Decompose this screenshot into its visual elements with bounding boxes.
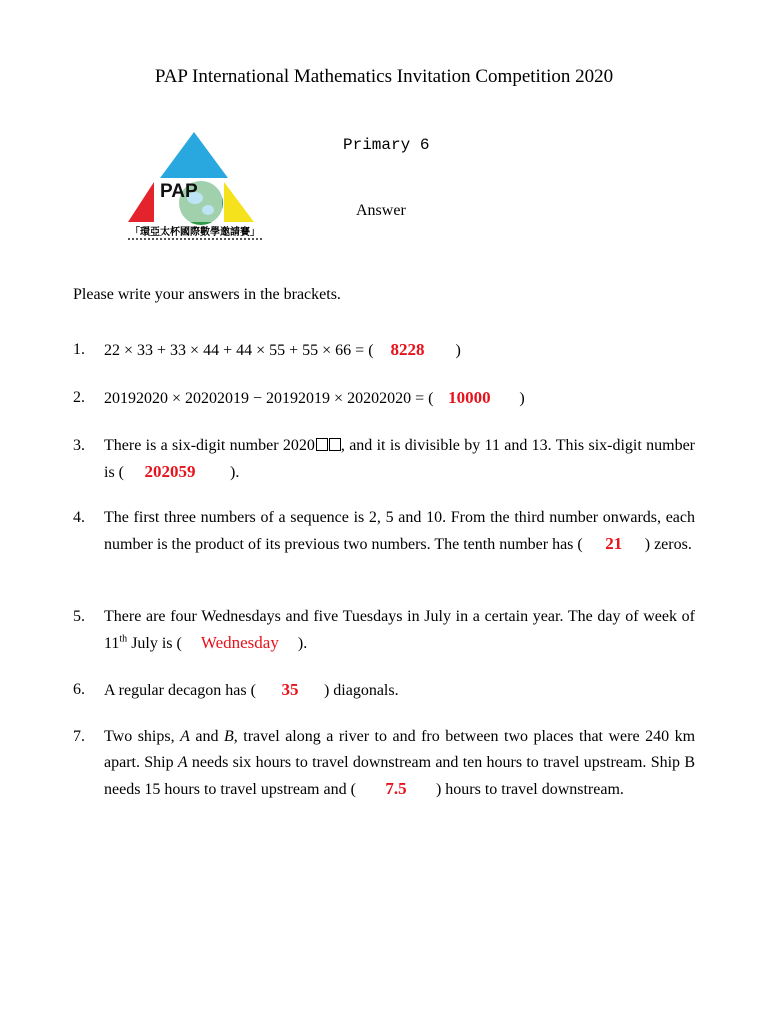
- answer-value: 7.5: [385, 779, 407, 798]
- question-text-end: ).: [297, 635, 308, 652]
- question-text: , and it is divisible by 11 and 13. This six-digit number is (: [104, 437, 695, 481]
- question-text: Two ships,: [104, 728, 181, 745]
- logo-triangles-icon: [124, 130, 264, 225]
- question-text: There is a six-digit number 2020: [104, 437, 315, 454]
- logo-text: PAP: [160, 181, 198, 202]
- question-text: The first three numbers of a sequence is 2, 5 and 10. From the third number onwards, each number is the product of its previous two numbers. The tenth number has (: [104, 509, 695, 553]
- grade-label: Primary 6: [343, 136, 430, 154]
- question-text: 20192020 × 20202019 − 20192019 × 20202020 = (: [104, 390, 434, 407]
- question-7: [73, 724, 695, 803]
- logo-cjk-text: 「環亞太杯國際數學邀請賽」: [130, 227, 260, 238]
- blank-digit-box: [329, 438, 341, 451]
- answer-value: 8228: [390, 340, 425, 359]
- question-text: , travel along a river to and fro between two places that were 240 km apart. Ship: [104, 728, 696, 771]
- question-text-end: ).: [230, 464, 240, 481]
- question-number: 5.: [73, 608, 85, 625]
- answer-value: 35: [281, 680, 299, 699]
- page-title: PAP International Mathematics Invitation Competition 2020: [154, 66, 614, 87]
- answer-heading: Answer: [356, 202, 406, 219]
- question-text: A regular decagon has (: [104, 682, 256, 699]
- blank-digit-box: [316, 438, 328, 451]
- question-text-end: ): [455, 342, 461, 359]
- question-5: [73, 604, 695, 657]
- question-text-end: ) zeros.: [644, 536, 692, 553]
- question-number: 4.: [73, 509, 85, 526]
- question-number: 7.: [73, 728, 85, 745]
- logo-subtitle-line: [128, 238, 262, 243]
- answer-value: Wednesday: [200, 633, 279, 652]
- question-2: [73, 385, 695, 412]
- question-3: [73, 433, 695, 486]
- question-1: [73, 337, 695, 364]
- question-6: [73, 677, 695, 704]
- question-number: 3.: [73, 437, 85, 454]
- ship-b-label: B: [224, 728, 234, 745]
- question-4: [73, 505, 695, 558]
- answer-value: 202059: [144, 462, 196, 481]
- question-text: needs six hours to travel downstream and ten hours to travel upstream. Ship B needs 15 hours to travel upstream and (: [104, 754, 695, 798]
- question-number: 2.: [73, 389, 85, 406]
- question-text-end: ) hours to travel downstream.: [435, 781, 624, 798]
- question-text: and: [189, 728, 224, 745]
- question-text-end: ): [519, 390, 525, 407]
- question-text: There are four Wednesdays and five Tuesdays in July in a certain year. The day of week of 11: [104, 608, 695, 652]
- ship-a-label: A: [180, 728, 190, 745]
- ship-a-label: A: [177, 754, 188, 771]
- question-text: 22 × 33 + 33 × 44 + 44 × 55 + 55 × 66 = (: [104, 342, 374, 359]
- pap-logo: [124, 130, 264, 245]
- question-text: July is (: [127, 635, 182, 652]
- answer-value: 21: [605, 534, 623, 553]
- superscript-th: th: [119, 633, 128, 645]
- instruction-text: Please write your answers in the brackets.: [73, 286, 341, 303]
- question-text-end: ) diagonals.: [323, 682, 399, 699]
- question-number: 6.: [73, 681, 85, 698]
- question-number: 1.: [73, 341, 85, 358]
- answer-value: 10000: [448, 388, 491, 407]
